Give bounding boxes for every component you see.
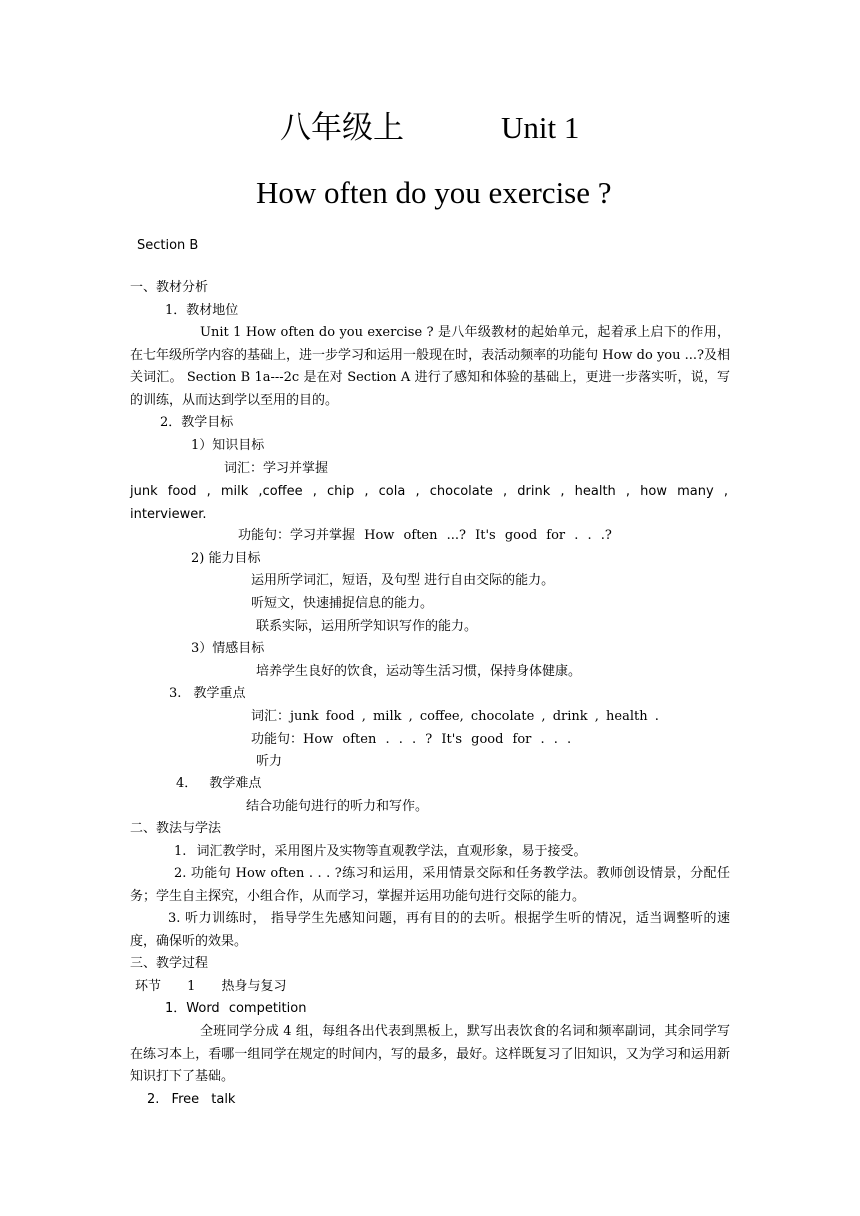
key-point-1: 词汇：junk food , milk , coffee, chocolate , drink , health . [251, 709, 659, 724]
section-label: Section B [137, 238, 199, 253]
stage-1-heading: 环节 1 热身与复习 [135, 979, 287, 994]
step-1-text: 全班同学分成 4 组，每组各出代表到黑板上，默写出表饮食的名词和频率副词，其余同学写在练习本上，看哪一组同学在规定的时间内，写的最多，最好。这样既复习了旧知识，又为学习和运用新知识打下了基础。 [130, 1024, 730, 1084]
step-1-heading: 1．Word competition [165, 1001, 307, 1016]
part2-item-1: 1. 词汇教学时，采用图片及实物等直观教学法，直观形象，易于接受。 [174, 844, 587, 859]
key-point-3: 听力 [256, 754, 283, 769]
title-grade: 八年级上 [280, 110, 404, 145]
knowledge-vocab-words: junk food , milk ,coffee , chip , cola , chocolate , drink , health , how many , interviewer. [130, 484, 728, 522]
ability-heading: 2) 能力目标 [191, 551, 261, 566]
part1-heading: 一、教材分析 [130, 280, 209, 295]
ability-item-2: 听短文，快速捕捉信息的能力。 [251, 596, 434, 611]
part2-item-3: 3. 听力训练时， 指导学生先感知问题，再有目的的去听。根据学生听的情况，适当调整听的速度，确保听的效果。 [130, 911, 730, 949]
part3-heading: 三、教学过程 [130, 956, 209, 971]
knowledge-function: 功能句：学习并掌握 How often ...? It's good for . . .? [238, 528, 612, 543]
part1-s1-text: Unit 1 How often do you exercise ? 是八年级教材的起始单元，起着承上启下的作用，在七年级所学内容的基础上，进一步学习和运用一般现在时，表活动频率的功能句 How do you ...?及相关词汇。 Section B 1a---2c 是在对 Section A 进行了感知和体验的基础上，更进一步落实听，说，写的训练，从而达到学以至用的目的。 [130, 325, 730, 408]
title-subtitle: How often do you exercise ? [256, 175, 612, 210]
difficulty-item-1: 结合功能句进行的听力和写作。 [246, 799, 429, 814]
part2-item-2: 2. 功能句 How often . . . ?练习和运用，采用情景交际和任务教学法。教师创设情景，分配任务；学生自主探究，小组合作，从而学习，掌握并运用功能句进行交际的能力。 [130, 866, 730, 904]
key-point-2: 功能句：How often . . . ? It's good for . . . [251, 732, 572, 747]
knowledge-vocab-label: 词汇：学习并掌握 [224, 461, 329, 476]
ability-item-1: 运用所学词汇，短语，及句型 进行自由交际的能力。 [251, 573, 555, 588]
knowledge-heading: 1）知识目标 [191, 438, 265, 453]
part1-s2-heading: 2．教学目标 [160, 415, 234, 430]
ability-item-3: 联系实际，运用所学知识写作的能力。 [256, 619, 478, 634]
step-2-heading: 2. Free talk [147, 1092, 236, 1107]
part1-s3-heading: 3. 教学重点 [169, 686, 246, 701]
emotion-heading: 3）情感目标 [191, 641, 265, 656]
part2-heading: 二、教法与学法 [130, 821, 222, 836]
title-unit: Unit 1 [501, 110, 580, 145]
emotion-item-1: 培养学生良好的饮食，运动等生活习惯，保持身体健康。 [256, 664, 582, 679]
part1-s1-heading: 1．教材地位 [165, 303, 239, 318]
part1-s4-heading: 4． 教学难点 [176, 776, 262, 791]
